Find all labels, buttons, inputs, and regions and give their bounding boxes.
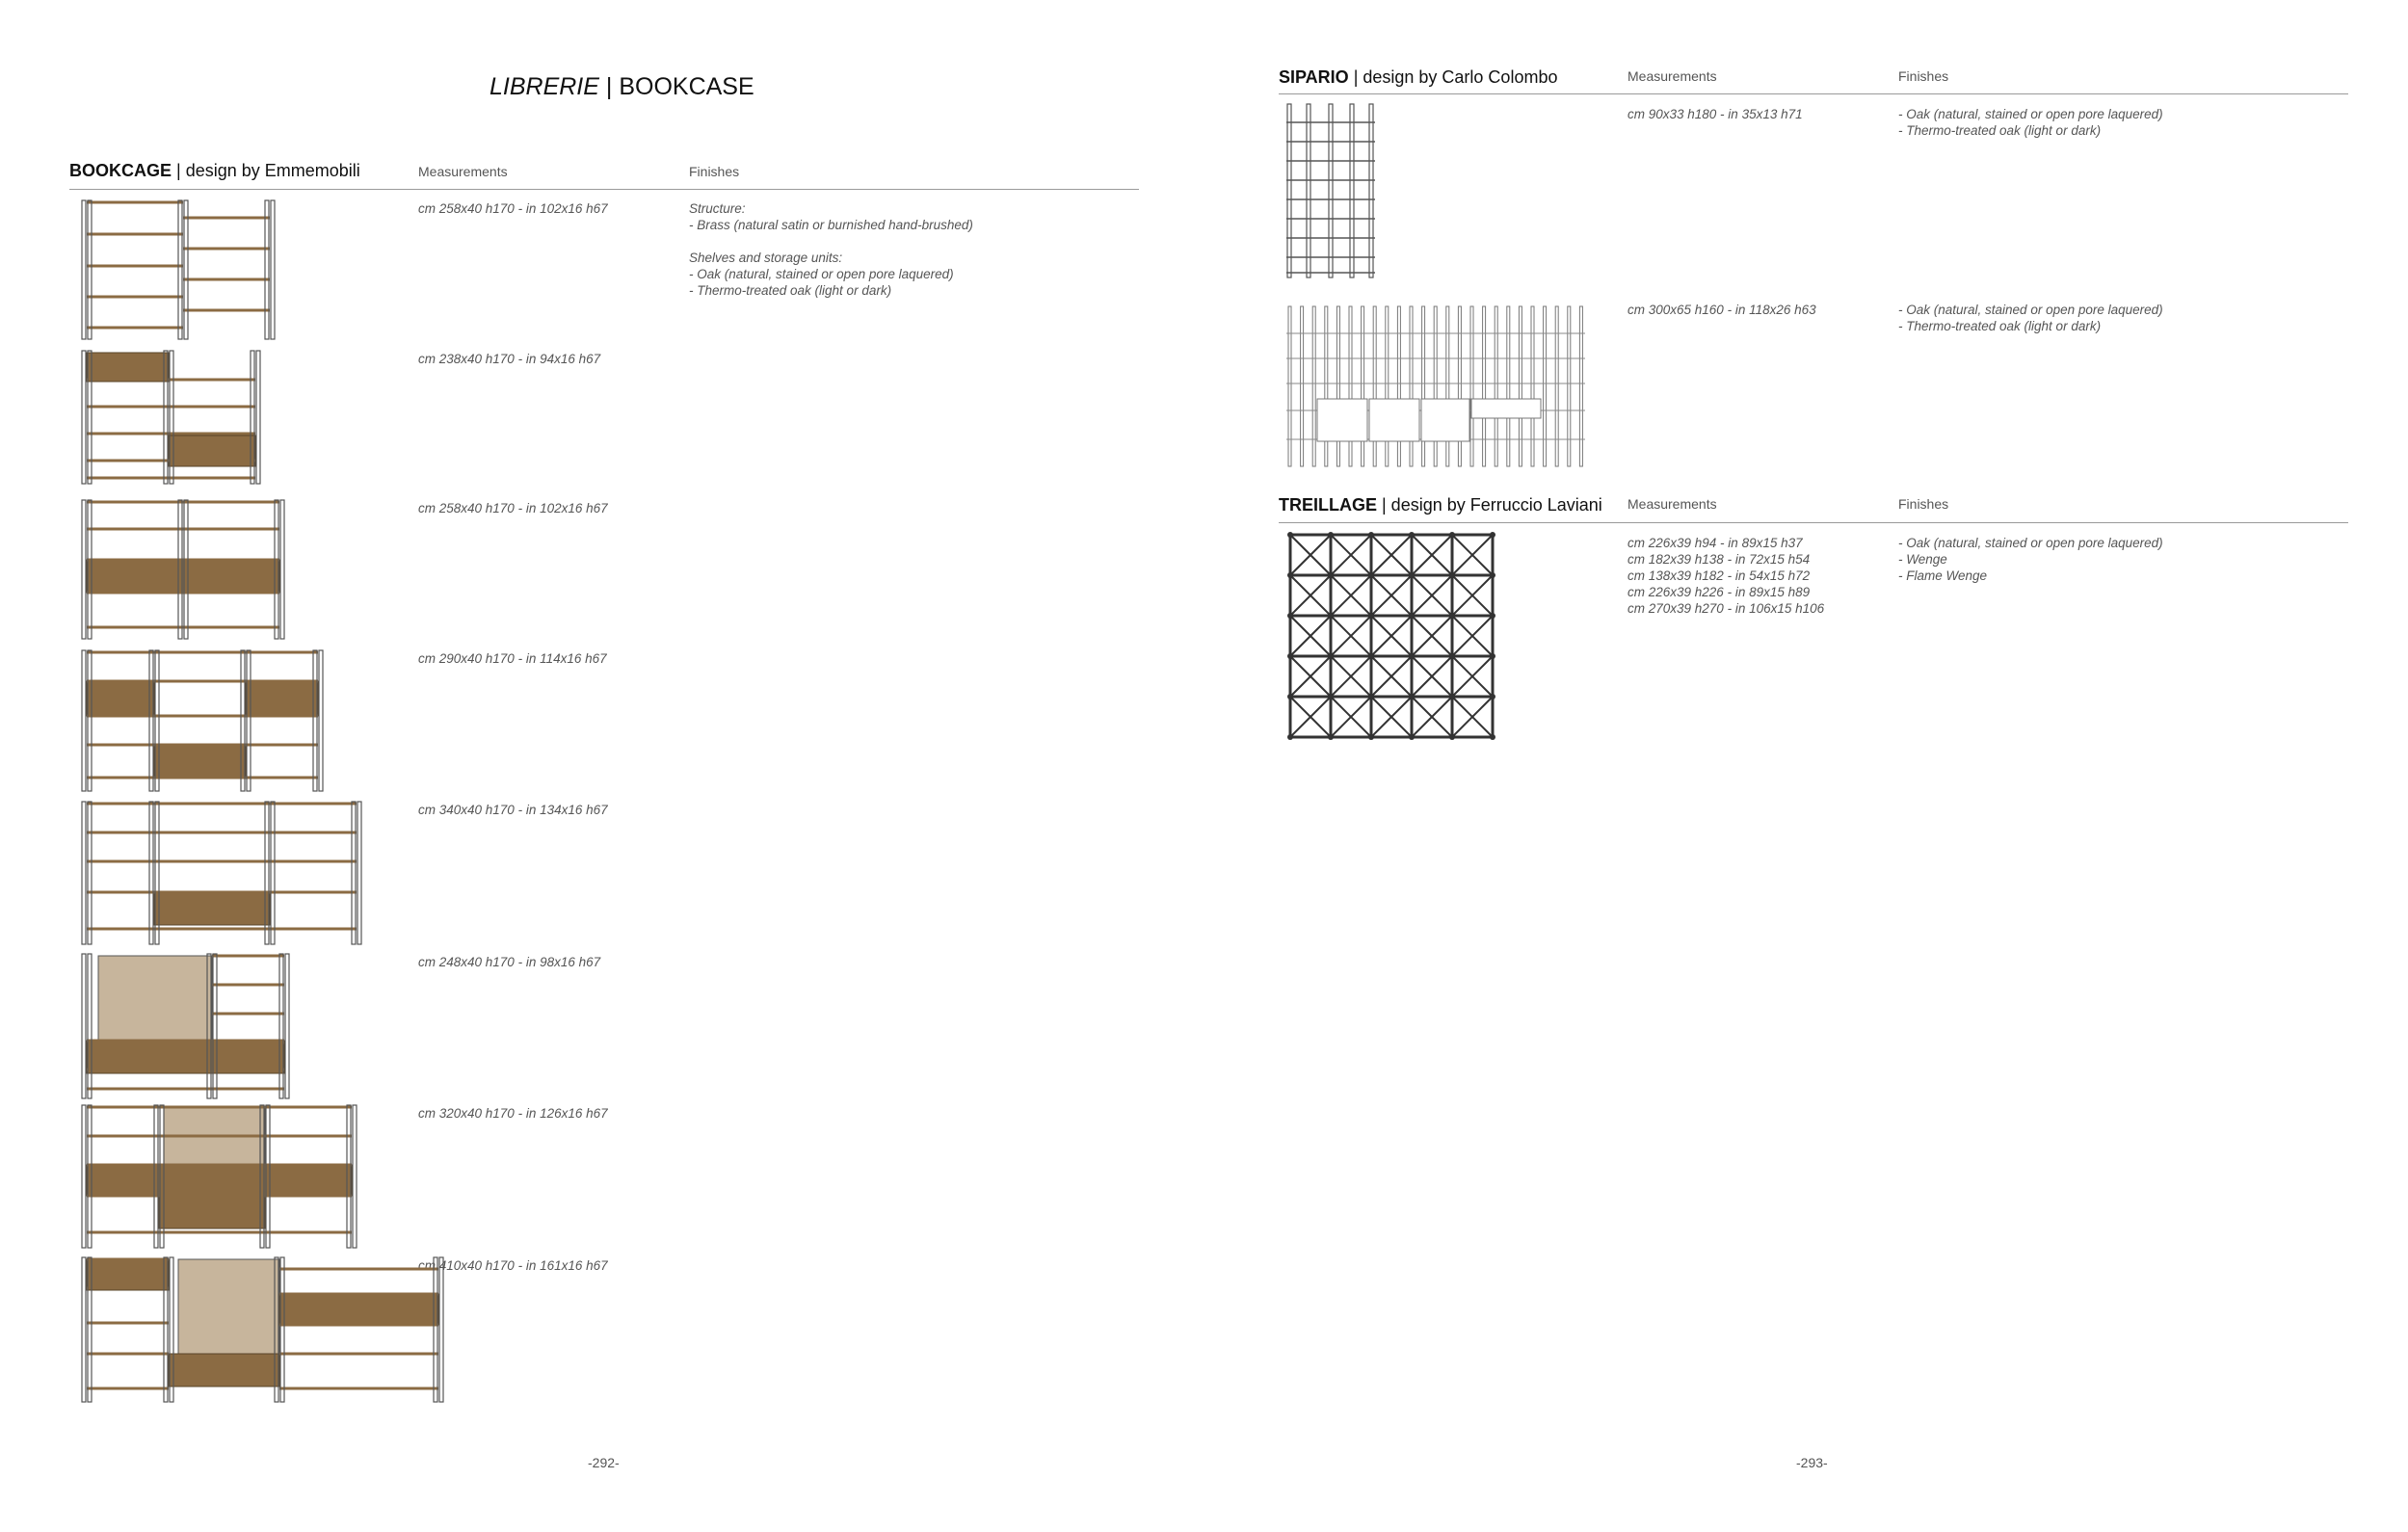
sipario-small-drawing bbox=[1286, 103, 1375, 279]
bookcage-measurement-8: cm 410x40 h170 - in 161x16 h67 bbox=[418, 1258, 608, 1273]
bookcage-measurement-5: cm 340x40 h170 - in 134x16 h67 bbox=[418, 803, 608, 817]
treillage-measurements-header: Measurements bbox=[1627, 496, 1717, 512]
bookcage-finishes-header: Finishes bbox=[689, 164, 740, 179]
bookcage-divider bbox=[69, 189, 1139, 190]
bookcage-drawing-6 bbox=[81, 954, 300, 1104]
bookcage-heading: BOOKCAGE | design by Emmemobili bbox=[69, 161, 360, 180]
bookcage-drawing-3 bbox=[81, 500, 300, 645]
bookcage-measurement-2: cm 238x40 h170 - in 94x16 h67 bbox=[418, 352, 601, 366]
treillage-heading: TREILLAGE | design by Ferruccio Laviani bbox=[1279, 495, 1602, 515]
bookcage-drawing-4 bbox=[81, 650, 333, 797]
bookcage-drawing-7 bbox=[81, 1105, 367, 1254]
sipario-measurement-2: cm 300x65 h160 - in 118x26 h63 bbox=[1627, 303, 1816, 317]
bookcage-drawing-1 bbox=[81, 200, 300, 345]
treillage-finishes-header: Finishes bbox=[1898, 496, 1949, 512]
bookcage-measurement-1: cm 258x40 h170 - in 102x16 h67 bbox=[418, 201, 608, 216]
sipario-divider bbox=[1279, 93, 2348, 94]
treillage-measurements: cm 226x39 h94 - in 89x15 h37 cm 182x39 h138 - in 72x15 h54 cm 138x39 h182 - in 54x15 h72 cm 226x39 h226 - in 89x15 h89 cm 270x39 h270 - in 106x15 h106 bbox=[1627, 536, 1825, 616]
bookcage-measurement-6: cm 248x40 h170 - in 98x16 h67 bbox=[418, 955, 601, 969]
treillage-drawing bbox=[1286, 531, 1494, 740]
treillage-divider bbox=[1279, 522, 2348, 523]
bookcage-measurement-3: cm 258x40 h170 - in 102x16 h67 bbox=[418, 501, 608, 515]
bookcage-measurement-7: cm 320x40 h170 - in 126x16 h67 bbox=[418, 1106, 608, 1121]
page-number-left: -292- bbox=[588, 1455, 620, 1470]
sipario-measurement-1: cm 90x33 h180 - in 35x13 h71 bbox=[1627, 107, 1803, 121]
sipario-finishes-header: Finishes bbox=[1898, 68, 1949, 84]
bookcage-drawing-2 bbox=[81, 351, 285, 489]
bookcage-drawing-5 bbox=[81, 802, 372, 950]
sipario-heading: SIPARIO | design by Carlo Colombo bbox=[1279, 67, 1558, 87]
page-number-right: -293- bbox=[1796, 1455, 1828, 1470]
bookcage-drawing-8 bbox=[81, 1257, 454, 1408]
sipario-wide-drawing bbox=[1286, 304, 1585, 468]
bookcage-finishes: Structure: - Brass (natural satin or burnished hand-brushed) Shelves and storage units: - Oak (natural, stained or open pore laquered) - Thermo-treated oak (light or dark) bbox=[689, 201, 973, 298]
page-title: LIBRERIE | BOOKCASE bbox=[490, 73, 754, 100]
sipario-finishes-2: - Oak (natural, stained or open pore laquered) - Thermo-treated oak (light or dark) bbox=[1898, 303, 2163, 333]
bookcage-measurement-4: cm 290x40 h170 - in 114x16 h67 bbox=[418, 651, 607, 666]
bookcage-measurements-header: Measurements bbox=[418, 164, 508, 179]
sipario-finishes-1: - Oak (natural, stained or open pore laquered) - Thermo-treated oak (light or dark) bbox=[1898, 107, 2163, 138]
treillage-finishes: - Oak (natural, stained or open pore laquered) - Wenge - Flame Wenge bbox=[1898, 536, 2163, 583]
sipario-measurements-header: Measurements bbox=[1627, 68, 1717, 84]
